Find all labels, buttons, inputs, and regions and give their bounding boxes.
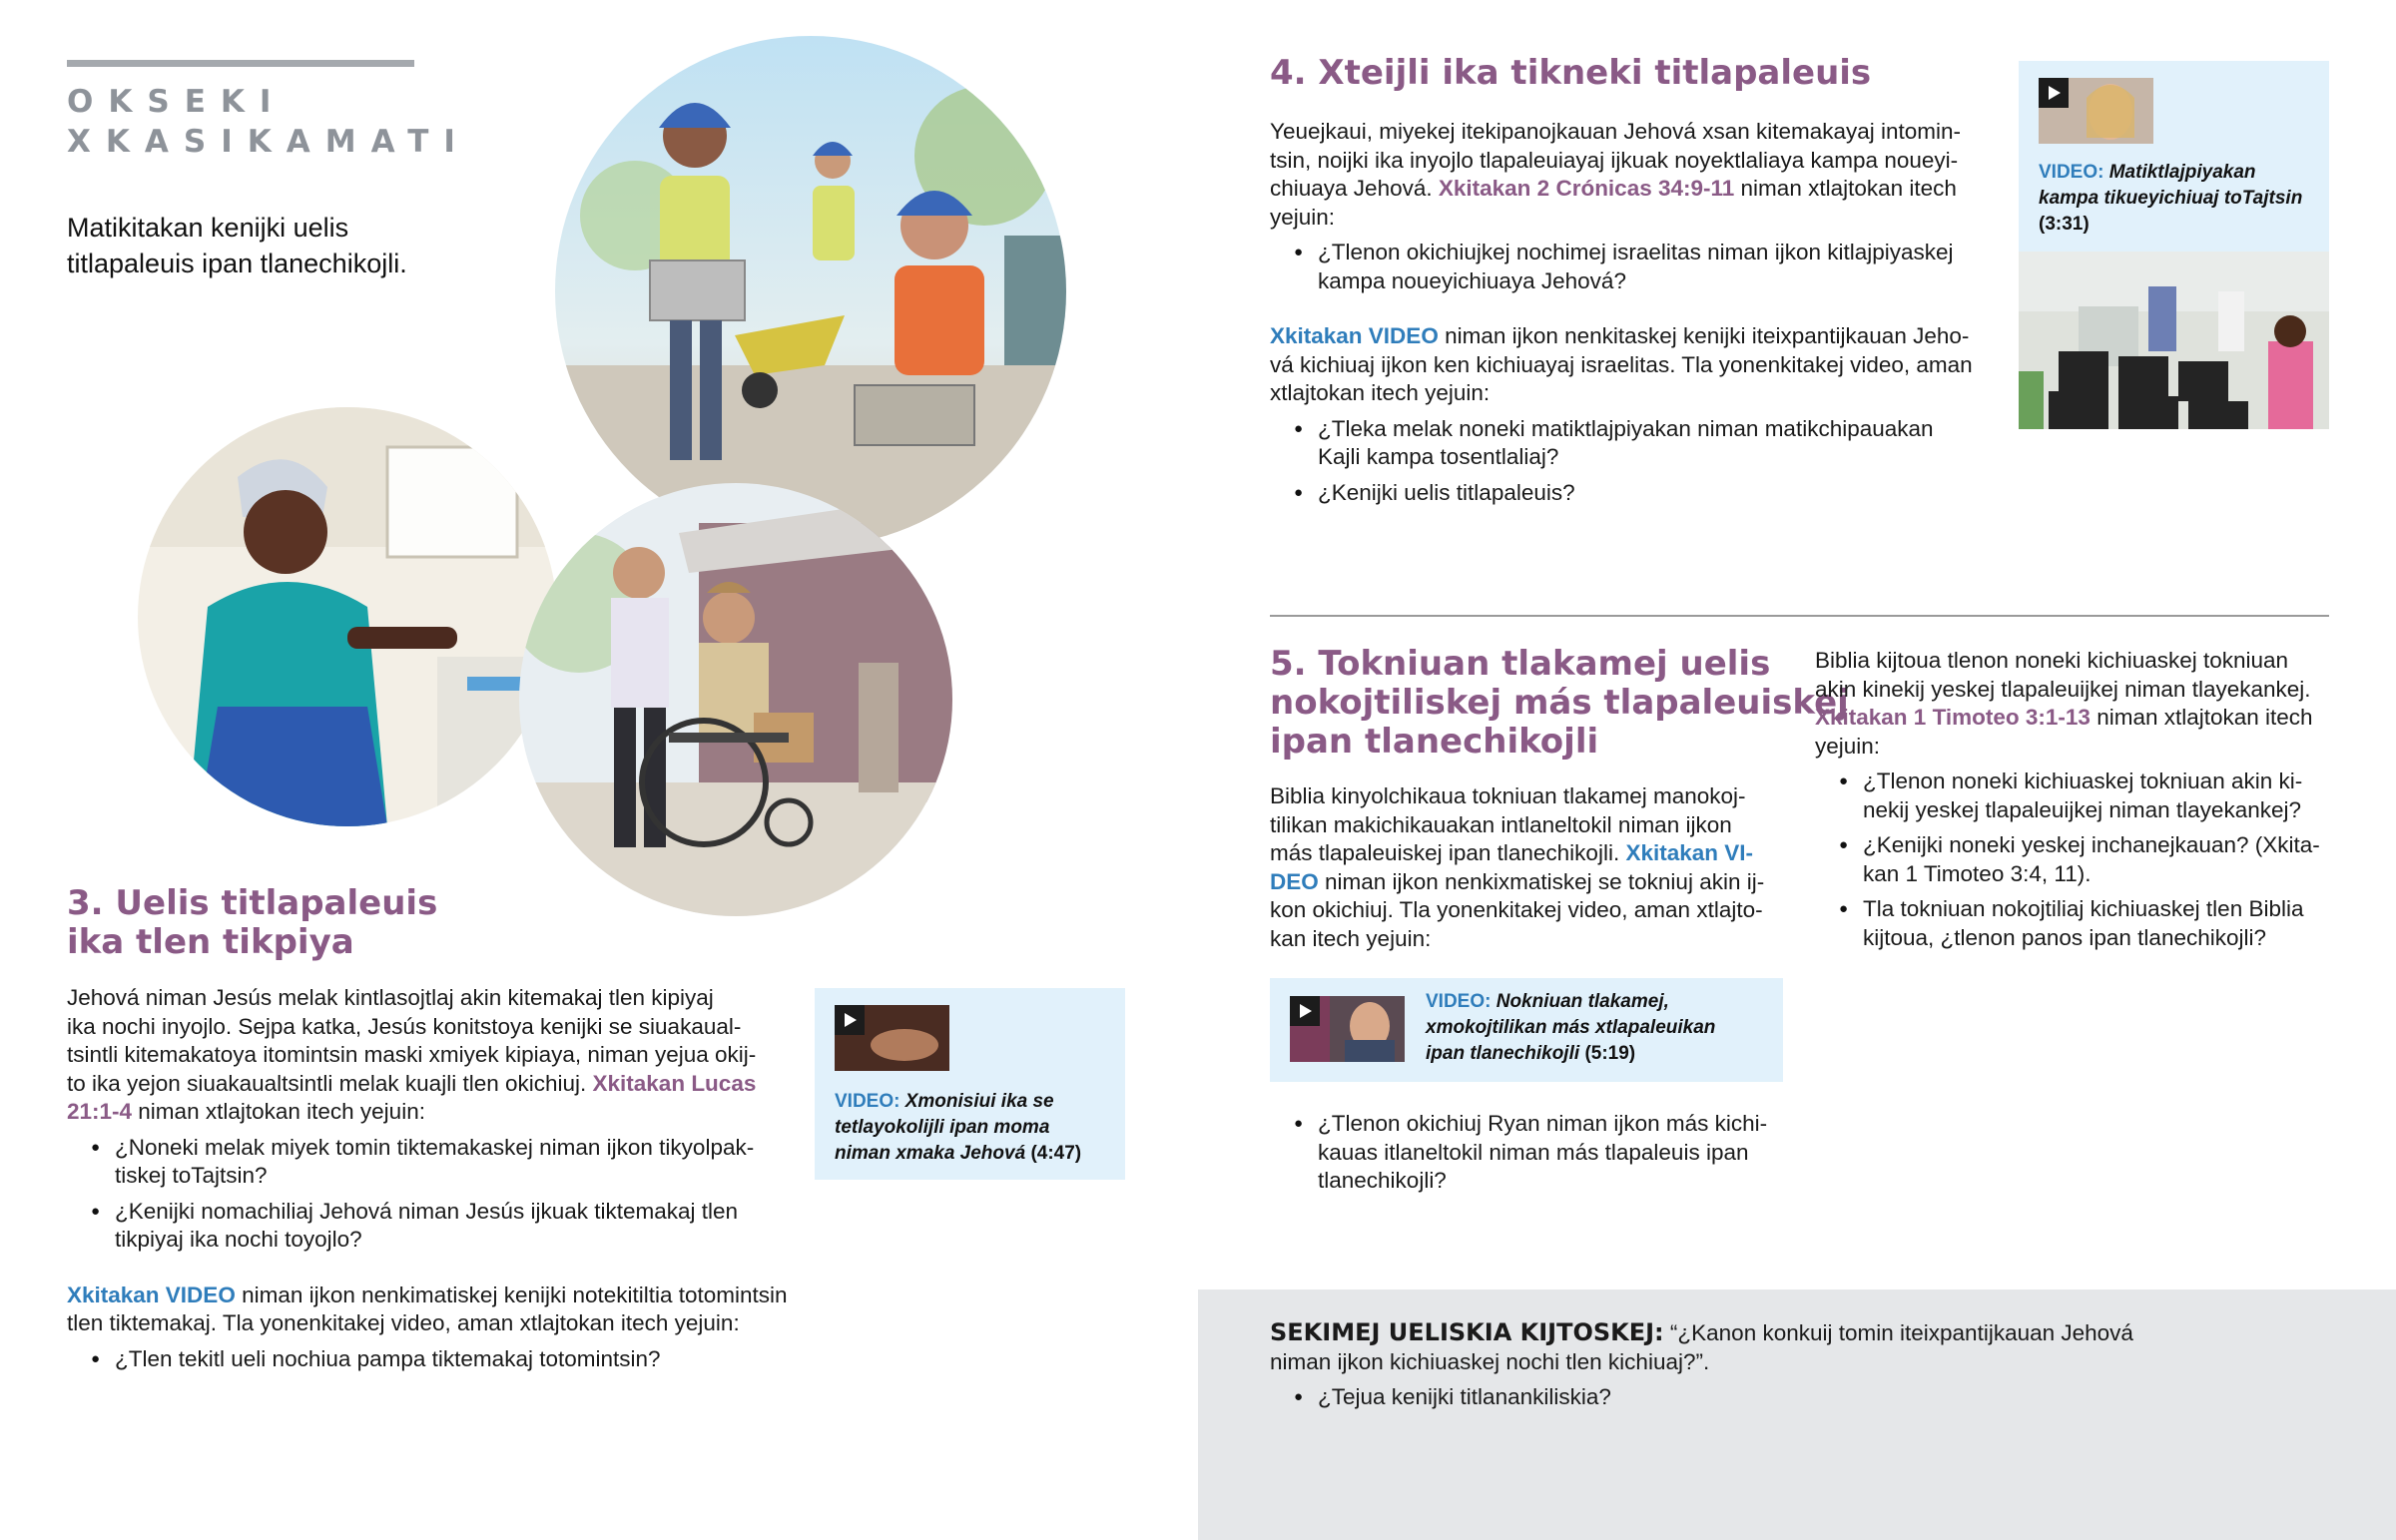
scripture-link-lucas-verses[interactable]: 21:1-4 xyxy=(67,1099,133,1124)
s3-body xyxy=(67,984,806,1373)
section-divider xyxy=(1270,615,2329,617)
illustration-workers xyxy=(555,36,1066,547)
intro-text: Matikitakan kenijki uelis titlapaleuis ipan tlanechikojli. xyxy=(67,213,407,278)
illustration-donation xyxy=(138,407,557,826)
s5-paragraph-2: Biblia kijtoua tlenon noneki kichiuaskej tokniuan akin kinekij yeskej tlapaleuijkej niman tlayekankej. Xkitakan 1 Timoteo 3:1-13 niman xtlajtokan itech yejuin: xyxy=(1815,648,2313,759)
footer-text: SEKIMEJ UELISKIA KIJTOSKEJ: “¿Kanon konkuij tomin iteixpantijkauan Jehová niman ijkon kichiuaskej nochi tlen kichiuaj?”. ● ¿Tejua kenijki titlanankiliskia? xyxy=(1270,1318,2268,1412)
s3-title: 3. Uelis titlapaleuis ika tlen tikpiya xyxy=(67,883,438,962)
s4-question-3: ● ¿Kenijki uelis titlapaleuis? xyxy=(1270,479,2009,508)
s3-paragraph-2: Xkitakan VIDEO niman ijkon nenkimatiskej kenijki notekitiltia totomintsin tlen tiktemakaj. Tla yonenkitakej video, aman xtlajtokan itech yejuin: xyxy=(67,1282,788,1335)
scripture-link-cronicas[interactable]: Xkitakan 2 Crónicas 34:9-11 xyxy=(1438,176,1735,201)
footer-question: ● ¿Tejua kenijki titlanankiliskia? xyxy=(1270,1383,2268,1412)
s5-question-2: ● ¿Tlenon noneki kichiuaskej tokniuan akin ki- nekij yeskej tlapaleuijkej niman tlayekankej? xyxy=(1815,768,2334,824)
s3-video-caption: VIDEO: Xmonisiui ika se tetlayokolijli ipan moma niman xmaka Jehová (4:47) xyxy=(835,1091,1082,1164)
s4-video-caption: VIDEO: Matiktlajpiyakan kampa tikueyichiuaj toTajtsin (3:31) xyxy=(2039,162,2303,235)
s4-title: 4. Xteijli ika tikneki titlapaleuis xyxy=(1270,53,1872,93)
kicker-line-1: OKSEKI xyxy=(67,84,287,120)
s5-paragraph-1: Biblia kinyolchikaua tokniuan tlakamej manokoj- tilikan makichikauakan intlaneltokil niman ijkon más tlapaleuiskej ipan tlanechikojli. Xkitakan VI- DEO niman ijkon nenkixmatiskej se tokniuj akin ij- kon okichiuj. Tla yonenkitakej video, aman xtlajto- kan itech yejuin: xyxy=(1270,783,1765,951)
s5-video-card[interactable] xyxy=(1270,978,1783,1082)
video-link-s4[interactable]: Xkitakan VIDEO xyxy=(1270,323,1439,348)
s3-question-1: ● ¿Noneki melak miyek tomin tiktemakaskej niman ijkon tikyolpak- tiskej toTajtsin? xyxy=(67,1134,806,1191)
s3-question-2: ● ¿Kenijki nomachiliaj Jehová niman Jesús ijkuak tiktemakaj tlen tikpiyaj ika nochi toyojlo? xyxy=(67,1198,806,1255)
s3-question-3: ● ¿Tlen tekitl ueli nochiua pampa tiktemakaj totomintsin? xyxy=(67,1345,806,1374)
s5-body-right xyxy=(1815,647,2334,952)
kicker-title xyxy=(67,82,470,162)
s5-video-caption: VIDEO: Nokniuan tlakamej, xmokojtilikan más xtlapaleuikan ipan tlanechikojli (5:19) xyxy=(1426,991,1716,1064)
s3-video-thumbnail[interactable] xyxy=(835,1005,949,1071)
s4-video-thumbnail[interactable] xyxy=(2039,78,2153,144)
s4-video-card[interactable] xyxy=(2019,61,2329,429)
s5-question-4: ● Tla tokniuan nokojtiliaj kichiuaskej tlen Biblia kijtoua, ¿tlenon panos ipan tlanechikojli? xyxy=(1815,895,2334,952)
s5-body-left-2 xyxy=(1270,1103,1789,1196)
kicker-rule xyxy=(67,60,414,67)
s5-body-left xyxy=(1270,782,1789,953)
play-icon xyxy=(835,1005,865,1035)
s5-title: 5. Tokniuan tlakamej uelis nokojtiliskej más tlapaleuiskej ipan tlanechikojli xyxy=(1270,644,1849,762)
s4-video-photo xyxy=(2019,252,2329,429)
s4-paragraph-2: Xkitakan VIDEO niman ijkon nenkitaskej kenijki iteixpantijkauan Jeho- vá kichiuaj ijkon ken kichiuayaj israelitas. Tla yonenkitakej video, aman xtlajtokan itech yejuin: xyxy=(1270,323,1973,405)
s5-video-thumbnail[interactable] xyxy=(1290,996,1405,1062)
video-link-s5-cont[interactable]: DEO xyxy=(1270,868,1319,894)
video-link-s3[interactable]: Xkitakan VIDEO xyxy=(67,1282,236,1307)
video-link-s5[interactable]: Xkitakan VI- xyxy=(1625,840,1754,865)
s4-body xyxy=(1270,118,2009,507)
footer-label: SEKIMEJ UELISKIA KIJTOSKEJ: xyxy=(1270,1318,1664,1346)
s4-paragraph-1: Yeuejkaui, miyekej itekipanojkauan Jehová xsan kitemakayaj intomin- tsin, noijki ika inyojlo tlapaleuiayaj ijkuak noyektlaliaya kampa noueyi- chiuaya Jehová. Xkitakan 2 Crónicas 34:9-11 niman xtlajtokan itech yejuin: xyxy=(1270,119,1962,230)
scripture-link-lucas[interactable]: Xkitakan Lucas xyxy=(592,1070,757,1096)
play-icon xyxy=(1290,996,1320,1026)
s4-question-2: ● ¿Tleka melak noneki matiktlajpiyakan niman matikchipauakan Kajli kampa tosentlaliaj? xyxy=(1270,415,2009,472)
s3-video-card[interactable] xyxy=(815,988,1125,1180)
s5-question-1: ● ¿Tlenon okichiuj Ryan niman ijkon más kichi- kauas itlaneltokil niman más tlapaleuis ipan tlanechikojli? xyxy=(1270,1110,1789,1196)
illustration-wheelchair xyxy=(519,483,952,916)
s5-question-3: ● ¿Kenijki noneki yeskej inchanejkauan? (Xkita- kan 1 Timoteo 3:4, 11). xyxy=(1815,831,2334,888)
kicker-line-2: XKASIKAMATI xyxy=(67,124,470,160)
s3-paragraph-1: Jehová niman Jesús melak kintlasojtlaj akin kitemakaj tlen kipiyaj ika nochi inyojlo. Sejpa katka, Jesús konitstoya kenijki se siuakaual- tsintli kitemakatoya itomintsin maski xmiyek kipiaya, niman yejua okij- to ika yejon siuakaualtsintli melak kuajli tlen okichiuj. Xkitakan Lucas 21:1-4 niman xtlajtokan itech yejuin: xyxy=(67,985,757,1124)
s4-question-1: ● ¿Tlenon okichiujkej nochimej israelitas niman ijkon kitlajpiyaskej kampa noueyichiuaya Jehová? xyxy=(1270,239,2009,295)
scripture-link-timoteo[interactable]: Xkitakan 1 Timoteo 3:1-13 xyxy=(1815,705,2091,730)
play-icon xyxy=(2039,78,2069,108)
